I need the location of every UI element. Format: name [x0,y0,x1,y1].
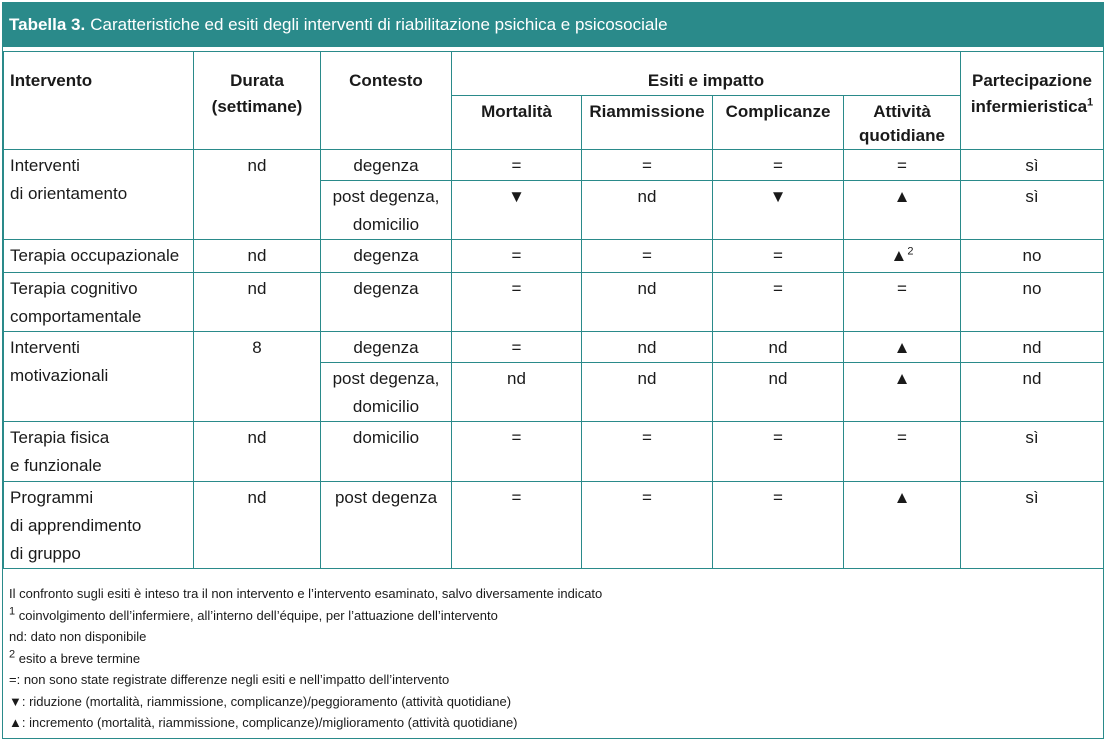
cell-contesto: degenza [321,150,452,181]
cell-complicanze: = [713,240,844,273]
header-durata-line2: (settimane) [211,97,303,116]
cell-durata: 8 [194,332,321,422]
cell-riammissione: = [582,240,713,273]
cell-text: di apprendimento [10,516,142,535]
cell-intervento [4,482,194,569]
footnote-line: Il confronto sugli esiti è inteso tra il non intervento e l’intervento esaminato, salvo diversamente indicato [9,586,603,601]
cell-durata: nd [194,422,321,482]
cell-attivita: ▲ [844,363,961,422]
cell-complicanze: = [713,150,844,181]
cell-attivita: ▲ [844,181,961,240]
header-durata [194,52,321,150]
cell-complicanze: nd [713,332,844,363]
cell-text: di gruppo [10,544,81,563]
cell-mortalita: ▼ [452,181,582,240]
header-partecipazione [961,52,1104,150]
cell-attivita [844,240,961,273]
cell-contesto: degenza [321,332,452,363]
cell-contesto: post degenza [321,482,452,569]
cell-text: post degenza, [332,369,440,388]
footnote-marker: 1 [9,605,16,618]
cell-text: Terapia cognitivo [10,279,138,298]
data-table [3,51,1104,569]
header-mortalita: Mortalità [452,96,582,150]
footnote-line: ▲: incremento (mortalità, riammissione, complicanze)/miglioramento (attività quotidiane) [9,715,518,730]
cell-text: comportamentale [10,307,142,326]
header-partecipazione-line1: Partecipazione [972,71,1092,90]
cell-mortalita: = [452,150,582,181]
cell-mortalita: = [452,422,582,482]
table-footnotes [9,583,602,734]
cell-text: e funzionale [10,456,102,475]
cell-text: di orientamento [10,184,128,203]
header-durata-line1: Durata [230,71,284,90]
cell-contesto [321,181,452,240]
cell-text: Interventi [10,156,80,175]
cell-partecipazione: sì [961,181,1104,240]
table-row [4,273,1104,332]
header-row [4,52,1104,96]
cell-complicanze: nd [713,363,844,422]
cell-riammissione: nd [582,273,713,332]
cell-text: Interventi [10,338,80,357]
cell-contesto [321,363,452,422]
cell-attivita: ▲ [844,482,961,569]
cell-text: domicilio [352,215,420,234]
cell-mortalita: = [452,332,582,363]
table-number: Tabella 3. [9,15,86,34]
cell-text: domicilio [352,397,420,416]
table-row [4,150,1104,181]
table-row [4,332,1104,363]
header-attivita-line2: quotidiane [859,126,945,145]
table-row [4,482,1104,569]
header-riammissione: Riammissione [582,96,713,150]
cell-intervento [4,150,194,240]
cell-durata: nd [194,482,321,569]
footnote-line [9,648,602,670]
cell-riammissione: = [582,150,713,181]
cell-intervento: Terapia occupazionale [4,240,194,273]
cell-riammissione: nd [582,181,713,240]
footnote-line: =: non sono state registrate differenze negli esiti e nell’impatto dell’intervento [9,672,450,687]
table-title: Caratteristiche ed esiti degli interventi di riabilitazione psichica e psicosociale [90,15,668,34]
cell-complicanze: ▼ [713,181,844,240]
footnote-ref-2: 2 [907,245,914,258]
footnote-text: coinvolgimento dell’infermiere, all’interno dell’équipe, per l’attuazione dell’intervento [15,607,498,623]
table-row [4,240,1104,273]
table-frame [2,2,1104,739]
cell-complicanze: = [713,273,844,332]
cell-text: Terapia fisica [10,428,110,447]
cell-attivita: ▲ [844,332,961,363]
footnote-line [9,605,602,627]
cell-mortalita: = [452,240,582,273]
cell-complicanze: = [713,482,844,569]
header-esiti: Esiti e impatto [452,52,961,96]
cell-contesto: degenza [321,240,452,273]
table-row [4,422,1104,482]
cell-partecipazione: no [961,273,1104,332]
cell-intervento [4,332,194,422]
cell-riammissione: nd [582,332,713,363]
cell-partecipazione: nd [961,363,1104,422]
header-contesto: Contesto [321,52,452,150]
cell-durata: nd [194,240,321,273]
header-attivita-line1: Attività [873,102,931,121]
cell-attivita: = [844,273,961,332]
up-triangle-icon: ▲ [890,246,908,265]
cell-mortalita: = [452,273,582,332]
table-title-bar [3,3,1103,47]
cell-partecipazione: sì [961,482,1104,569]
cell-riammissione: nd [582,363,713,422]
cell-complicanze: = [713,422,844,482]
cell-partecipazione: sì [961,422,1104,482]
cell-text: post degenza, [332,187,440,206]
cell-durata: nd [194,273,321,332]
cell-riammissione: = [582,422,713,482]
cell-intervento [4,422,194,482]
cell-mortalita: = [452,482,582,569]
footnote-text: esito a breve termine [15,650,141,666]
footnote-marker: 2 [9,648,16,661]
cell-partecipazione: sì [961,150,1104,181]
footnote-ref-1: 1 [1087,96,1094,109]
cell-text: Programmi [10,488,94,507]
cell-text: motivazionali [10,366,109,385]
cell-partecipazione: no [961,240,1104,273]
cell-contesto: domicilio [321,422,452,482]
cell-attivita: = [844,150,961,181]
cell-durata: nd [194,150,321,240]
header-partecipazione-line2: infermieristica [970,97,1088,116]
footnote-line: nd: dato non disponibile [9,629,147,644]
header-intervento: Intervento [4,52,194,150]
cell-attivita: = [844,422,961,482]
header-attivita [844,96,961,150]
cell-riammissione: = [582,482,713,569]
cell-contesto: degenza [321,273,452,332]
footnote-line: ▼: riduzione (mortalità, riammissione, complicanze)/peggioramento (attività quotidiane) [9,693,512,709]
header-complicanze: Complicanze [713,96,844,150]
cell-mortalita: nd [452,363,582,422]
cell-partecipazione: nd [961,332,1104,363]
cell-intervento [4,273,194,332]
